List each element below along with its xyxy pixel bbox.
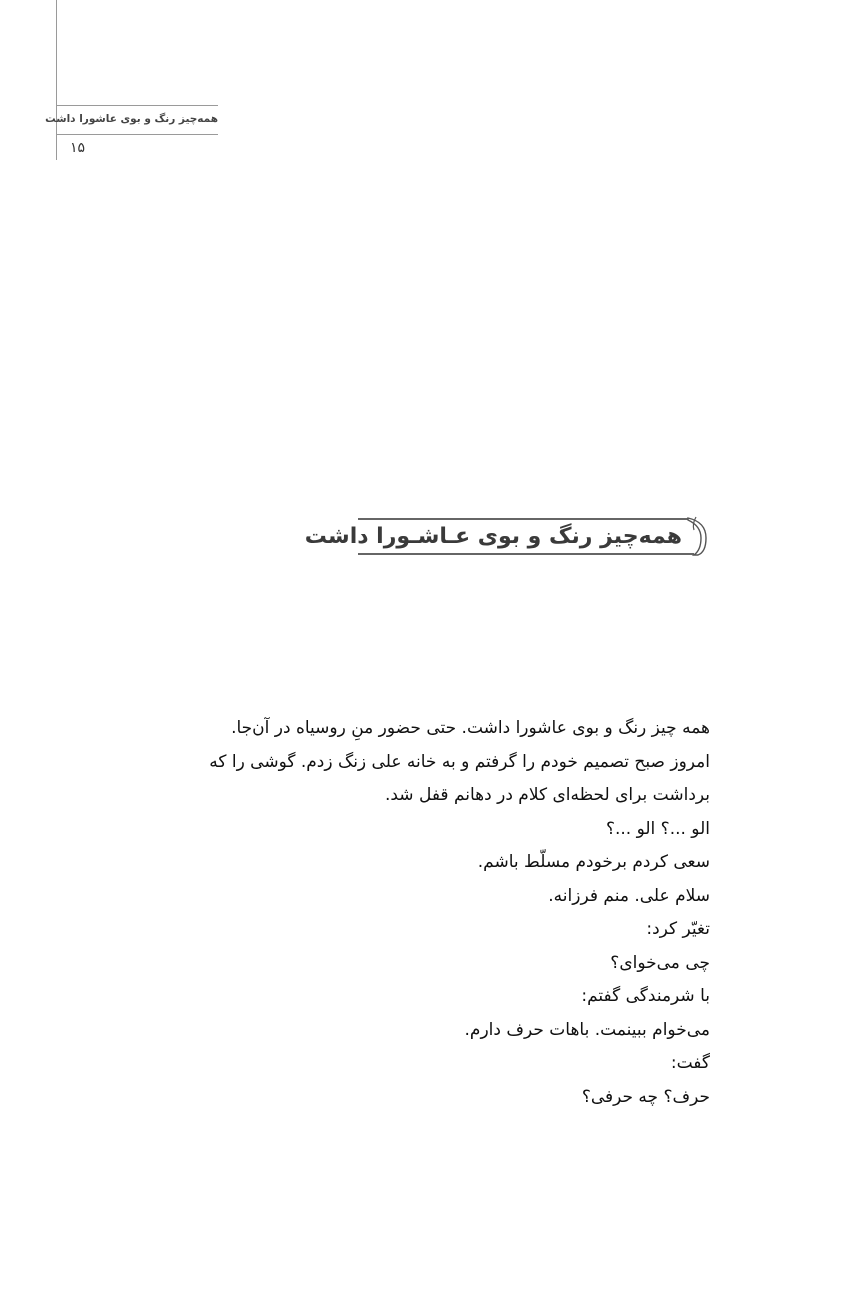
paragraph-line: سلام علی. منم فرزانه. xyxy=(548,885,710,906)
page-number: ۱۵ xyxy=(70,140,86,156)
header-bottom-rule xyxy=(57,134,218,135)
paragraph-line: حرف؟ چه حرفی؟ xyxy=(581,1086,710,1107)
paragraph-line: همه چیز رنگ و بوی عاشورا داشت. حتی حضور منِ روسیاه در آن‌جا. xyxy=(231,718,710,738)
paragraph-line: گفت: xyxy=(670,1053,710,1073)
margin-vertical-rule xyxy=(56,0,57,160)
paragraph-line: چی می‌خوای؟ xyxy=(610,952,710,973)
chapter-bracket-icon xyxy=(686,516,708,556)
paragraph-line: سعی کردم برخودم مسلّط باشم. xyxy=(477,852,710,872)
paragraph-line: برداشت برای لحظه‌ای کلام در دهانم قفل شد. xyxy=(384,785,710,805)
paragraph-line: با شرمندگی گفتم: xyxy=(581,986,710,1006)
chapter-title: همه‌چیز رنگ و بوی عـاشـورا داشت xyxy=(304,524,682,549)
paragraph-line: تغیّر کرد: xyxy=(646,919,710,939)
running-title: همه‌چیز رنگ و بوی عاشورا داشت xyxy=(45,113,218,125)
chapter-heading xyxy=(304,516,708,556)
chapter-bottom-rule xyxy=(358,553,694,555)
paragraph-line: امروز صبح تصمیم خودم را گرفتم و به خانه علی زنگ زدم. گوشی را که xyxy=(209,751,710,772)
paragraph-line: می‌خوام ببینمت. باهات حرف دارم. xyxy=(464,1019,710,1040)
header-top-rule xyxy=(57,105,218,106)
body-text xyxy=(200,712,710,1114)
paragraph-line: الو ...؟ الو ...؟ xyxy=(605,818,710,839)
